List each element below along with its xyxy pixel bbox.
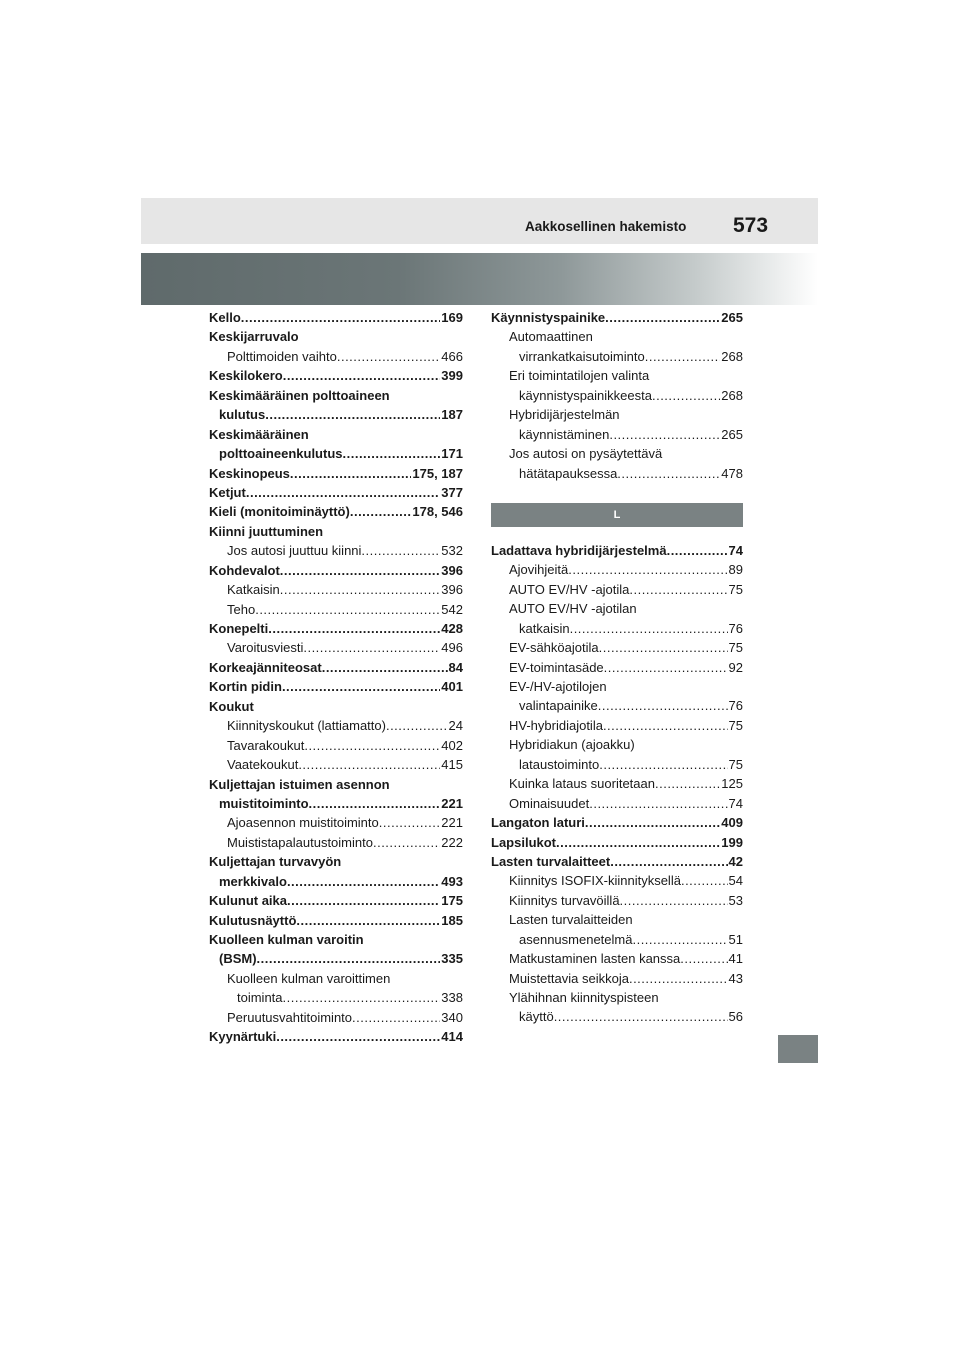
dot-leader — [556, 833, 720, 852]
page-reference: 89 — [728, 562, 743, 578]
index-term: Kiinnityskoukut (lattiamatto) — [227, 718, 386, 734]
index-term: Kulunut aika — [209, 893, 288, 909]
index-entry — [209, 677, 463, 696]
index-entry — [209, 716, 463, 735]
page-reference: 175 — [441, 893, 463, 909]
index-entry — [491, 988, 743, 1007]
page-reference: 265 — [721, 426, 743, 442]
index-entry — [209, 502, 463, 521]
page-reference: 185 — [441, 912, 463, 928]
index-term: HV-hybridiajotila — [509, 717, 603, 733]
index-term: Kohdevalot — [209, 562, 280, 578]
dot-leader — [609, 425, 720, 444]
index-term: Ajoasennon muistitoiminto — [227, 815, 379, 831]
index-term: Keskinopeus — [209, 465, 290, 481]
index-term: katkaisin — [519, 620, 570, 636]
dot-leader — [290, 464, 411, 483]
index-term: (BSM) — [219, 951, 257, 967]
index-entry — [491, 619, 743, 638]
dot-leader — [604, 658, 728, 677]
dot-leader — [655, 774, 720, 793]
page-reference: 396 — [441, 582, 463, 598]
index-entry — [491, 638, 743, 657]
index-entry — [491, 366, 743, 385]
dot-leader — [287, 891, 440, 910]
index-entry — [491, 735, 743, 754]
index-entry — [209, 600, 463, 619]
header-bar — [141, 198, 818, 244]
page-reference: 466 — [441, 348, 463, 364]
page-reference: 268 — [721, 348, 743, 364]
index-entry — [209, 930, 463, 949]
dot-leader — [379, 813, 441, 832]
dot-leader — [681, 871, 728, 890]
index-entry — [209, 658, 463, 677]
index-term: Matkustaminen lasten kanssa — [509, 951, 681, 967]
dot-leader — [645, 347, 721, 366]
index-entry — [491, 871, 743, 890]
dot-leader — [570, 619, 728, 638]
index-column-right — [491, 308, 743, 1027]
index-term: Keskilokero — [209, 368, 283, 384]
index-term: Automaattinen — [509, 329, 593, 345]
dot-leader — [350, 502, 412, 521]
index-column-left — [209, 308, 463, 1047]
page-reference: 340 — [441, 1009, 463, 1025]
index-entry — [491, 949, 743, 968]
page-reference: 41 — [728, 951, 743, 967]
page-reference: 268 — [721, 387, 743, 403]
index-term: Hybridiakun (ajoakku) — [509, 737, 635, 753]
page-reference: 478 — [721, 465, 743, 481]
dot-leader — [322, 658, 448, 677]
index-entry — [491, 386, 743, 405]
page-reference: 75 — [728, 581, 743, 597]
thumb-index-tab — [778, 1035, 818, 1063]
index-entry — [209, 580, 463, 599]
index-entry — [209, 833, 463, 852]
index-term: virrankatkaisutoiminto — [519, 348, 645, 364]
page-reference: 187 — [441, 407, 463, 423]
index-term: merkkivalo — [219, 873, 287, 889]
index-entry — [209, 794, 463, 813]
page-reference: 542 — [441, 601, 463, 617]
index-entry — [491, 969, 743, 988]
dot-leader — [652, 386, 720, 405]
page-reference: 377 — [441, 484, 463, 500]
index-entry — [491, 599, 743, 618]
index-entry — [209, 697, 463, 716]
page-reference: 75 — [728, 717, 743, 733]
page-reference: 42 — [728, 853, 743, 869]
index-entry — [209, 386, 463, 405]
index-entry — [209, 891, 463, 910]
page-reference: 43 — [728, 970, 743, 986]
page-reference: 169 — [441, 310, 463, 325]
page-reference: 335 — [441, 951, 463, 967]
index-term: EV-/HV-ajotilojen — [509, 679, 607, 694]
index-group-l — [491, 541, 743, 1027]
index-entry — [491, 347, 743, 366]
page-reference: 24 — [448, 718, 463, 734]
index-entry — [209, 1008, 463, 1027]
index-entry — [209, 425, 463, 444]
dot-leader — [298, 755, 440, 774]
index-term: Ajovihjeitä — [509, 562, 569, 578]
index-term: toiminta — [237, 990, 283, 1006]
index-group-k — [491, 308, 743, 483]
index-entry — [491, 716, 743, 735]
section-letter-header — [491, 503, 743, 527]
page-reference: 221 — [441, 795, 463, 811]
page-reference: 51 — [728, 931, 743, 947]
index-entry — [209, 969, 463, 988]
index-term: Teho — [227, 601, 256, 617]
dot-leader — [283, 988, 441, 1007]
index-entry — [209, 813, 463, 832]
index-term: Jos autosi juuttuu kiinni — [227, 543, 362, 559]
dot-leader — [296, 911, 440, 930]
index-term: Keskimääräinen — [209, 426, 309, 442]
index-term: Kiinni juuttuminen — [209, 523, 324, 539]
dot-leader — [667, 541, 728, 560]
dot-leader — [629, 580, 727, 599]
index-term: Varoitusviesti — [227, 640, 304, 656]
page-reference: 493 — [441, 873, 463, 889]
index-entry — [491, 425, 743, 444]
dot-leader — [585, 813, 720, 832]
page-reference: 399 — [441, 368, 463, 384]
index-entry — [491, 405, 743, 424]
index-entry — [491, 930, 743, 949]
index-term: Lapsilukot — [491, 834, 557, 850]
dot-leader — [386, 716, 448, 735]
index-entry — [209, 444, 463, 463]
page-reference: 396 — [441, 562, 463, 578]
index-entry — [491, 444, 743, 463]
index-term: Ladattava hybridijärjestelmä — [491, 542, 667, 558]
index-entry — [209, 988, 463, 1007]
index-term: Kiinnitys ISOFIX-kiinnityksellä — [509, 873, 681, 889]
index-entry — [491, 464, 743, 483]
dot-leader — [337, 347, 440, 366]
index-term: Lasten turvalaitteet — [491, 853, 611, 869]
index-term: Muistettavia seikkoja — [509, 970, 629, 986]
index-entry — [491, 560, 743, 579]
dot-leader — [629, 969, 728, 988]
index-term: Kiinnitys turvavöillä — [509, 892, 620, 908]
dot-leader — [265, 405, 440, 424]
dot-leader — [568, 560, 727, 579]
index-term: Kieli (monitoiminäyttö) — [209, 504, 350, 520]
index-entry — [491, 833, 743, 852]
index-entry — [491, 580, 743, 599]
dot-leader — [373, 833, 440, 852]
index-term: asennusmenetelmä — [519, 931, 633, 947]
dot-leader — [632, 930, 727, 949]
index-term: käyttö — [519, 1009, 554, 1025]
section-title: Aakkosellinen hakemisto — [525, 219, 687, 234]
index-term: AUTO EV/HV -ajotila — [509, 581, 630, 597]
index-term: Kuljettajan turvavyön — [209, 854, 342, 870]
page-reference: 75 — [728, 756, 743, 772]
page-reference: 74 — [728, 542, 743, 558]
dot-leader — [605, 308, 720, 327]
index-entry — [209, 638, 463, 657]
page-reference: 428 — [441, 621, 463, 636]
index-entry — [491, 891, 743, 910]
index-term: Ketjut — [209, 484, 246, 500]
index-entry — [209, 366, 463, 385]
section-letter: L — [613, 508, 621, 521]
page-reference: 222 — [441, 834, 463, 850]
index-entry — [209, 736, 463, 755]
index-entry — [491, 327, 743, 346]
page-reference: 414 — [441, 1029, 463, 1045]
index-term: Kortin pidin — [209, 679, 282, 695]
index-entry — [209, 405, 463, 424]
page-reference: 76 — [728, 698, 743, 714]
index-entry — [209, 619, 463, 638]
index-entry — [209, 1027, 463, 1046]
dot-leader — [617, 464, 720, 483]
page-reference: 56 — [728, 1009, 743, 1025]
index-entry — [491, 794, 743, 813]
index-entry — [209, 308, 463, 327]
index-entry — [491, 677, 743, 696]
page-reference: 178, 546 — [412, 504, 463, 520]
dot-leader — [610, 852, 727, 871]
dot-leader — [283, 366, 441, 385]
index-term: Polttimoiden vaihto — [227, 348, 337, 364]
index-term: Peruutusvahtitoiminto — [227, 1009, 353, 1025]
index-term: Tavarakoukut — [227, 737, 305, 753]
index-entry — [491, 813, 743, 832]
page-reference: 496 — [441, 640, 463, 656]
index-term: käynnistyspainikkeesta — [519, 387, 652, 403]
index-term: Kuolleen kulman varoittimen — [227, 970, 391, 986]
dot-leader — [352, 1008, 440, 1027]
index-entry — [209, 541, 463, 560]
index-term: Vaatekoukut — [227, 757, 299, 773]
dot-leader — [599, 755, 727, 774]
page-reference: 265 — [721, 310, 743, 325]
index-term: Eri toimintatilojen valinta — [509, 368, 650, 384]
dot-leader — [268, 619, 440, 638]
index-term: Jos autosi on pysäytettävä — [509, 446, 663, 462]
index-entry — [209, 911, 463, 930]
index-term: Konepelti — [209, 621, 269, 636]
dot-leader — [276, 1027, 440, 1046]
page-reference: 401 — [441, 679, 463, 695]
page-reference: 409 — [721, 815, 743, 831]
index-term: Muististapalautustoiminto — [227, 834, 373, 850]
dot-leader — [680, 949, 727, 968]
index-entry — [209, 872, 463, 891]
index-entry — [209, 347, 463, 366]
index-term: Kulutusnäyttö — [209, 912, 297, 928]
index-term: Hybridijärjestelmän — [509, 407, 620, 423]
index-entry — [209, 522, 463, 541]
index-term: Koukut — [209, 698, 254, 714]
dot-leader — [599, 638, 728, 657]
index-term: valintapainike — [519, 698, 598, 714]
page-reference: 125 — [721, 776, 743, 792]
page-reference: 53 — [728, 892, 743, 908]
page-reference: 75 — [728, 640, 743, 656]
index-entry — [209, 775, 463, 794]
index-term: hätätapauksessa — [519, 465, 618, 481]
index-entry — [491, 774, 743, 793]
page-reference: 175, 187 — [412, 465, 463, 481]
page-reference: 54 — [728, 873, 743, 889]
dot-leader — [303, 638, 440, 657]
decorative-band — [141, 253, 818, 305]
dot-leader — [304, 736, 440, 755]
index-term: Kuolleen kulman varoitin — [209, 932, 364, 947]
page-reference: 338 — [441, 990, 463, 1006]
index-term: Kello — [209, 310, 241, 325]
index-term: Langaton laturi — [491, 815, 585, 831]
index-entry — [491, 1007, 743, 1026]
dot-leader — [257, 949, 441, 968]
index-term: Ylähihnan kiinnityspisteen — [509, 990, 659, 1005]
index-entry — [491, 910, 743, 929]
index-term: lataustoiminto — [519, 756, 600, 772]
dot-leader — [343, 444, 441, 463]
dot-leader — [361, 541, 440, 560]
dot-leader — [603, 716, 728, 735]
index-entry — [209, 464, 463, 483]
page-reference: 199 — [721, 834, 743, 850]
index-term: Keskijarruvalo — [209, 329, 299, 345]
index-entry — [209, 949, 463, 968]
dot-leader — [255, 600, 440, 619]
dot-leader — [241, 308, 441, 327]
dot-leader — [589, 794, 727, 813]
page-reference: 402 — [441, 737, 463, 753]
index-term: Kuinka lataus suoritetaan — [509, 776, 655, 792]
page-number: 573 — [733, 214, 769, 237]
index-entry — [209, 327, 463, 346]
page-reference: 532 — [441, 543, 463, 559]
index-term: muistitoiminto — [219, 795, 309, 811]
page-reference: 415 — [441, 757, 463, 773]
dot-leader — [287, 872, 440, 891]
index-entry — [491, 541, 743, 560]
dot-leader — [246, 483, 440, 502]
page-reference: 221 — [441, 815, 463, 831]
index-entry — [209, 561, 463, 580]
index-term: EV-toimintasäde — [509, 659, 604, 675]
index-term: AUTO EV/HV -ajotilan — [509, 601, 637, 617]
page-reference: 171 — [441, 446, 463, 462]
index-entry — [209, 755, 463, 774]
index-entry — [491, 755, 743, 774]
dot-leader — [598, 696, 728, 715]
dot-leader — [554, 1007, 728, 1026]
index-term: Käynnistyspainike — [491, 310, 606, 325]
dot-leader — [280, 580, 441, 599]
index-term: Keskimääräinen polttoaineen — [209, 387, 390, 403]
index-term: Korkeajänniteosat — [209, 659, 322, 675]
index-term: Katkaisin — [227, 582, 280, 598]
dot-leader — [280, 561, 441, 580]
index-entry — [209, 852, 463, 871]
page-reference: 84 — [448, 659, 463, 675]
index-term: Kuljettajan istuimen asennon — [209, 776, 390, 792]
index-entry — [491, 696, 743, 715]
page-reference: 92 — [728, 659, 743, 675]
index-term: Kyynärtuki — [209, 1029, 277, 1045]
index-entry — [491, 308, 743, 327]
index-entry — [491, 852, 743, 871]
dot-leader — [309, 794, 441, 813]
dot-leader — [282, 677, 440, 696]
index-term: kulutus — [219, 407, 266, 423]
index-term: polttoaineenkulutus — [219, 446, 343, 462]
page-reference: 74 — [728, 795, 743, 811]
index-term: käynnistäminen — [519, 426, 610, 442]
index-entry — [491, 658, 743, 677]
index-term: EV-sähköajotila — [509, 640, 599, 656]
page-reference: 76 — [728, 620, 743, 636]
index-entry — [209, 483, 463, 502]
index-term: Ominaisuudet — [509, 795, 590, 811]
index-term: Lasten turvalaitteiden — [509, 912, 633, 928]
dot-leader — [620, 891, 728, 910]
